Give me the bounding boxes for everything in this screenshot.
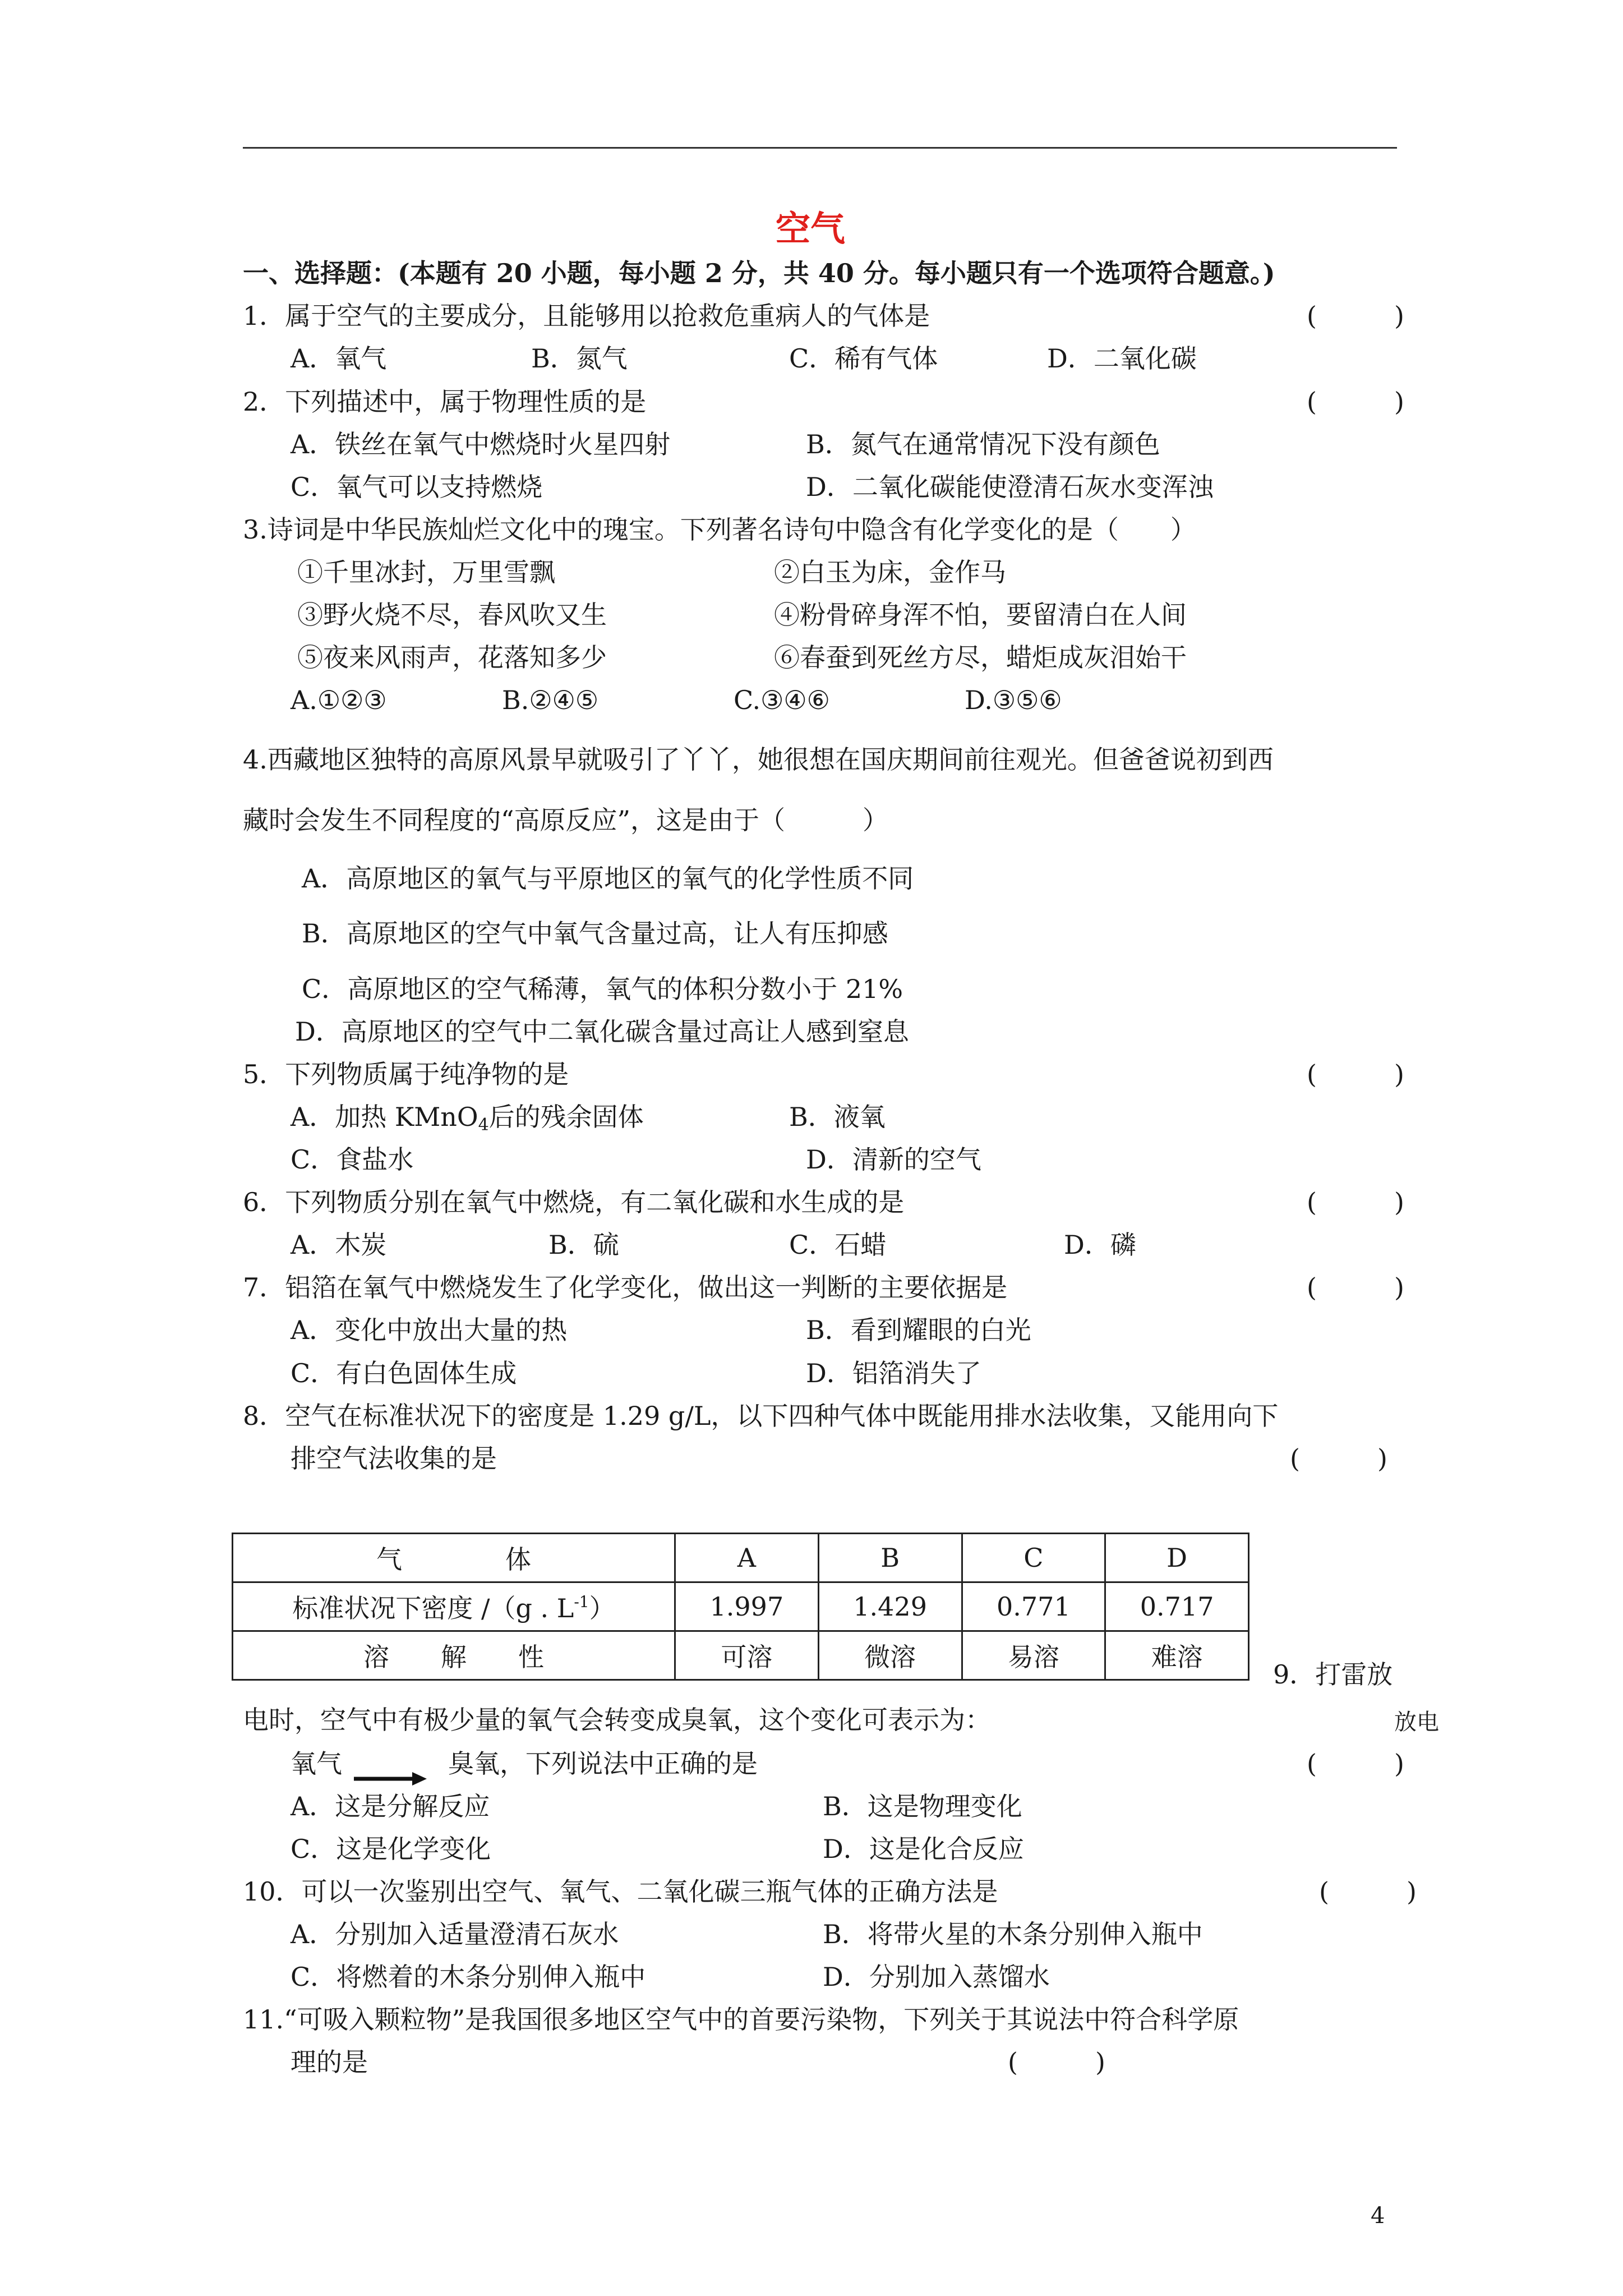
q8-stem-line-1: 8．空气在标准状况下的密度是 1.29 g/L，以下四种气体中既能用排水法收集，又能用向下	[243, 1401, 1279, 1431]
q3-stem: 3.诗词是中华民族灿烂文化中的瑰宝。下列著名诗句中隐含有化学变化的是（ ）	[243, 514, 1196, 545]
q5-option-b: B．液氧	[789, 1102, 886, 1132]
q3-line-4: ④粉骨碎身浑不怕，要留清白在人间	[774, 600, 1187, 630]
table-row	[233, 1582, 1249, 1631]
q10-option-a: A．分别加入适量澄清石灰水	[291, 1919, 619, 1949]
table-solubility-c: 易溶	[962, 1631, 1105, 1680]
q11-answer-paren: ( )	[1008, 2047, 1105, 2077]
q9-product-text: 臭氧，下列说法中正确的是	[448, 1749, 758, 1779]
gas-density-table	[232, 1533, 1249, 1681]
table-header-d: D	[1105, 1534, 1249, 1582]
q4-stem-line-1: 4.西藏地区独特的高原风景早就吸引了丫丫，她很想在国庆期间前往观光。但爸爸说初到西	[243, 744, 1274, 775]
q9-stem-part-1: 9．打雷放	[1273, 1659, 1393, 1690]
density-unit-superscript: -1	[574, 1593, 589, 1611]
q5-option-d: D．清新的空气	[806, 1144, 981, 1175]
q9-option-c: C．这是化学变化	[291, 1834, 491, 1864]
q1-answer-paren: ( )	[1307, 301, 1404, 331]
q1-stem: 1．属于空气的主要成分，且能够用以抢救危重病人的气体是	[243, 301, 930, 331]
table-header-b: B	[818, 1534, 962, 1582]
q9-option-a: A．这是分解反应	[291, 1791, 490, 1821]
density-label-text: 标准状况下密度 /（g . L	[292, 1593, 574, 1623]
table-row	[233, 1631, 1249, 1680]
q5-option-a	[291, 1100, 644, 1142]
page-number: 4	[1371, 2203, 1385, 2229]
q9-option-d: D．这是化合反应	[823, 1834, 1024, 1864]
table-density-label	[233, 1582, 675, 1631]
q9-answer-paren: ( )	[1307, 1749, 1404, 1779]
page-title: 空气	[776, 208, 846, 249]
q5-option-a-prefix: A．加热 KMnO	[291, 1102, 478, 1132]
q9-reactant: 氧气	[291, 1749, 342, 1779]
table-row	[233, 1534, 1249, 1582]
q1-option-b: B．氮气	[531, 343, 628, 374]
q2-option-d: D．二氧化碳能使澄清石灰水变浑浊	[806, 472, 1214, 502]
q10-stem: 10．可以一次鉴别出空气、氧气、二氧化碳三瓶气体的正确方法是	[243, 1876, 998, 1907]
q4-option-b: B．高原地区的空气中氧气含量过高，让人有压抑感	[302, 918, 888, 949]
q8-answer-paren: ( )	[1290, 1443, 1387, 1474]
q11-stem-line-1: 11.“可吸入颗粒物”是我国很多地区空气中的首要污染物，下列关于其说法中符合科学原	[243, 2004, 1239, 2035]
q6-option-a: A．木炭	[291, 1230, 387, 1260]
q10-option-c: C．将燃着的木条分别伸入瓶中	[291, 1962, 646, 1992]
q5-option-c: C．食盐水	[291, 1144, 414, 1175]
section-heading: 一、选择题：(本题有 20 小题，每小题 2 分，共 40 分。每小题只有一个选项符合题意。)	[243, 258, 1275, 288]
table-density-d: 0.717	[1105, 1582, 1249, 1631]
q5-option-a-suffix: 后的残余固体	[488, 1102, 644, 1132]
q2-option-c: C．氧气可以支持燃烧	[291, 472, 543, 502]
q4-stem-line-2: 藏时会发生不同程度的“高原反应”，这是由于（ ）	[243, 805, 889, 835]
q3-option-b: B.②④⑤	[502, 685, 599, 715]
table-header-c: C	[962, 1534, 1105, 1582]
q11-stem-line-2: 理的是	[291, 2047, 368, 2077]
q3-line-6: ⑥春蚕到死丝方尽，蜡炬成灰泪始干	[774, 642, 1187, 673]
q5-stem: 5．下列物质属于纯净物的是	[243, 1059, 569, 1089]
q7-option-d: D．铝箔消失了	[806, 1358, 981, 1388]
q7-stem: 7．铝箔在氧气中燃烧发生了化学变化，做出这一判断的主要依据是	[243, 1272, 1008, 1303]
q9-arrow-label: 放电	[1394, 1709, 1439, 1735]
density-label-close: ）	[589, 1593, 615, 1623]
q3-line-2: ②白玉为床，金作马	[774, 557, 1006, 587]
q4-option-a: A．高原地区的氧气与平原地区的氧气的化学性质不同	[302, 863, 914, 894]
q1-option-a: A．氧气	[291, 343, 387, 374]
q9-stem-part-2: 电时，空气中有极少量的氧气会转变成臭氧，这个变化可表示为：	[243, 1705, 991, 1735]
q6-option-c: C．石蜡	[789, 1230, 887, 1260]
q5-option-a-subscript: 4	[478, 1115, 489, 1135]
q10-answer-paren: ( )	[1319, 1876, 1417, 1907]
reaction-arrow-icon	[354, 1771, 427, 1787]
q2-answer-paren: ( )	[1307, 386, 1404, 417]
q6-option-b: B．硫	[548, 1230, 619, 1260]
q7-answer-paren: ( )	[1307, 1272, 1404, 1303]
q2-stem: 2．下列描述中，属于物理性质的是	[243, 386, 647, 417]
q1-option-d: D．二氧化碳	[1047, 343, 1197, 374]
q10-option-b: B．将带火星的木条分别伸入瓶中	[823, 1919, 1203, 1949]
q10-option-d: D．分别加入蒸馏水	[823, 1962, 1050, 1992]
q7-option-a: A．变化中放出大量的热	[291, 1315, 568, 1345]
q7-option-c: C．有白色固体生成	[291, 1358, 517, 1388]
q3-line-3: ③野火烧不尽，春风吹又生	[297, 600, 607, 630]
q3-option-a: A.①②③	[291, 685, 387, 715]
q1-option-c: C．稀有气体	[789, 343, 938, 374]
table-header-a: A	[675, 1534, 819, 1582]
q3-line-5: ⑤夜来风雨声，花落知多少	[297, 642, 607, 673]
table-density-b: 1.429	[818, 1582, 962, 1631]
table-solubility-b: 微溶	[818, 1631, 962, 1680]
table-density-c: 0.771	[962, 1582, 1105, 1631]
q9-option-b: B．这是物理变化	[823, 1791, 1022, 1821]
q2-option-a: A．铁丝在氧气中燃烧时火星四射	[291, 429, 671, 459]
q3-line-1: ①千里冰封，万里雪飘	[297, 557, 555, 587]
table-header-gas: 气 体	[233, 1534, 675, 1582]
q5-answer-paren: ( )	[1307, 1059, 1404, 1089]
q8-stem-line-2: 排空气法收集的是	[291, 1443, 497, 1474]
q3-option-c: C.③④⑥	[734, 685, 830, 715]
header-rule	[243, 147, 1397, 149]
q2-option-b: B．氮气在通常情况下没有颜色	[806, 429, 1160, 459]
q6-option-d: D．磷	[1064, 1230, 1136, 1260]
q4-option-c: C．高原地区的空气稀薄，氧气的体积分数小于 21%	[302, 974, 903, 1004]
table-solubility-d: 难溶	[1105, 1631, 1249, 1680]
table-density-a: 1.997	[675, 1582, 819, 1631]
q4-option-d: D．高原地区的空气中二氧化碳含量过高让人感到窒息	[295, 1016, 909, 1047]
q3-option-d: D.③⑤⑥	[965, 685, 1062, 715]
q6-stem: 6．下列物质分别在氧气中燃烧，有二氧化碳和水生成的是	[243, 1187, 905, 1217]
q7-option-b: B．看到耀眼的白光	[806, 1315, 1031, 1345]
table-solubility-label: 溶 解 性	[233, 1631, 675, 1680]
q6-answer-paren: ( )	[1307, 1187, 1404, 1217]
table-solubility-a: 可溶	[675, 1631, 819, 1680]
